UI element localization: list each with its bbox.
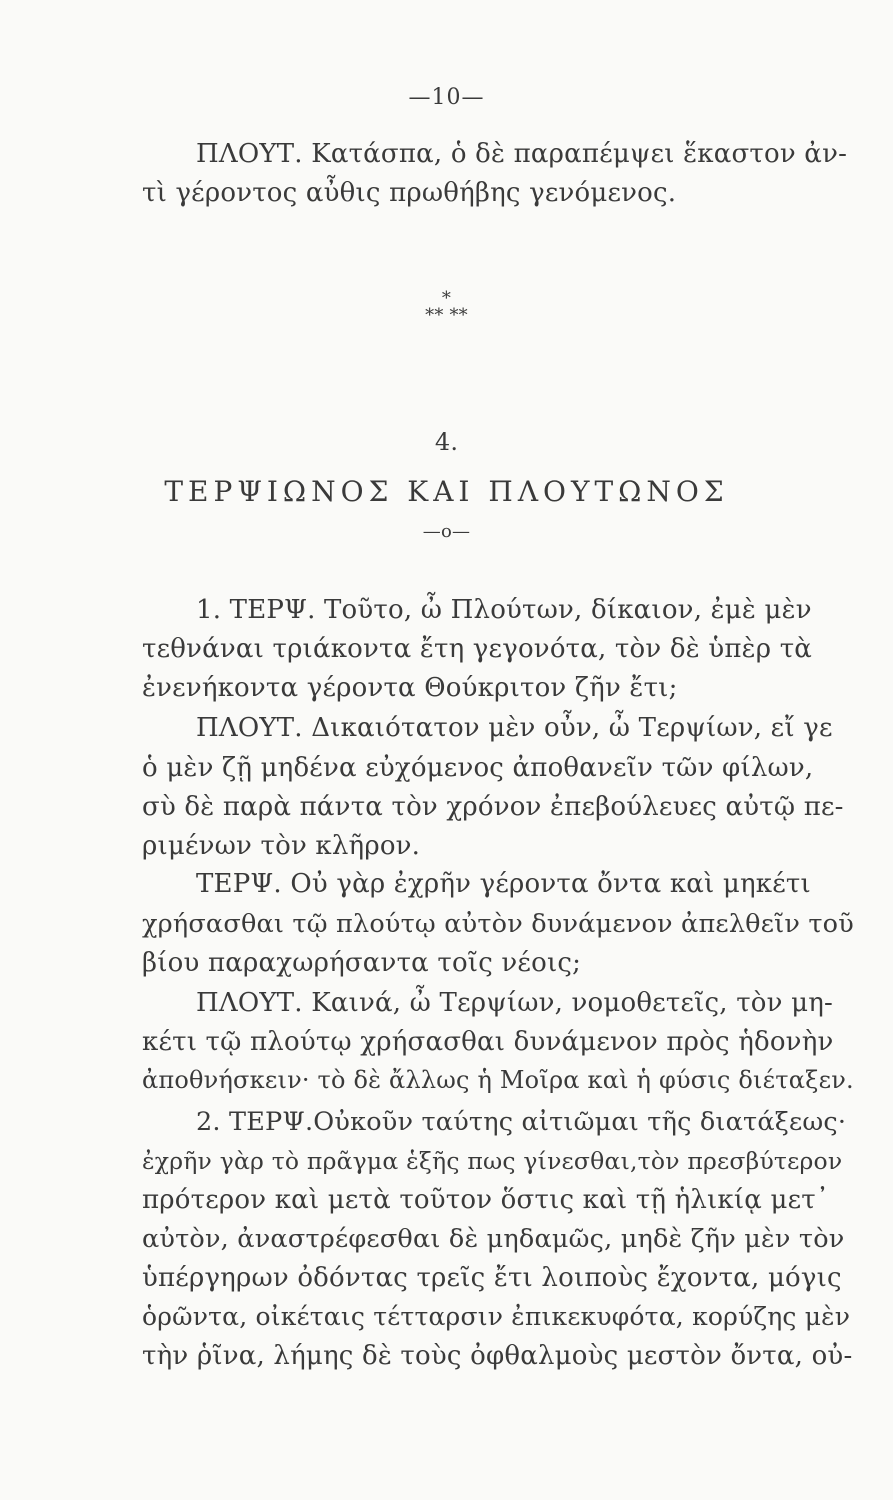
- text-line: πρότερον καὶ μετὰ τοῦτον ὅστις καὶ τῇ ἡλικίᾳ μετ᾽: [142, 1185, 830, 1215]
- text-line: ΠΛΟΥΤ. Καινά, ὦ Τερψίων, νομοθετεῖς, τὸν μη-: [196, 988, 833, 1018]
- text-line: ΠΛΟΥΤ. Δικαιότατον μὲν οὖν, ὦ Τερψίων, εἴ γε: [196, 713, 833, 743]
- text-line: βίου παραχωρήσαντα τοῖς νέοις;: [142, 948, 582, 978]
- asterism-bottom: ** **: [425, 305, 468, 326]
- page-number: —10—: [408, 85, 485, 110]
- text-line: αὐτὸν, ἀναστρέφεσθαι δὲ μηδαμῶς, μηδὲ ζῆν μὲν τὸν: [142, 1224, 845, 1254]
- text-line: 2. ΤΕΡΨ.Οὐκοῦν ταύτης αἰτιῶμαι τῆς διατάξεως·: [196, 1107, 847, 1137]
- text-line: χρήσασθαι τῷ πλούτῳ αὐτὸν δυνάμενον ἀπελθεῖν τοῦ: [142, 909, 854, 939]
- text-line: κέτι τῷ πλούτῳ χρήσασθαι δυνάμενον πρὸς ἡδονὴν: [142, 1027, 834, 1057]
- text-line: ΠΛΟΥΤ. Κατάσπα, ὁ δὲ παραπέμψει ἕκαστον ἀν-: [196, 139, 848, 169]
- text-line: ἐχρῆν γὰρ τὸ πρᾶγμα ἑξῆς πως γίνεσθαι,τὸν πρεσβύτερον: [142, 1147, 843, 1175]
- text-line: ὁ μὲν ζῇ μηδένα εὐχόμενος ἀποθανεῖν τῶν φίλων,: [142, 753, 814, 783]
- text-line: 1. ΤΕΡΨ. Τοῦτο, ὦ Πλούτων, δίκαιον, ἐμὲ μὲν: [196, 595, 812, 625]
- text-line: ΤΕΡΨ. Οὐ γὰρ ἐχρῆν γέροντα ὄντα καὶ μηκέτι: [196, 869, 811, 899]
- ornament: —ο—: [422, 521, 471, 542]
- text-line: ριμένων τὸν κλῆρον.: [142, 831, 421, 861]
- text-line: ἐνενήκοντα γέροντα Θούκριτον ζῆν ἔτι;: [142, 673, 678, 703]
- text-line: ὁρῶντα, οἰκέταις τέτταρσιν ἐπικεκυφότα, κορύζης μὲν: [142, 1302, 851, 1331]
- asterism-top: *: [441, 288, 452, 309]
- text-line: τὶ γέροντος αὖθις πρωθήβης γενόμενος.: [142, 178, 677, 208]
- text-line: ἀποθνήσκειν· τὸ δὲ ἄλλως ἡ Μοῖρα καὶ ἡ φύσις διέταξεν.: [142, 1066, 854, 1094]
- text-line: τὴν ῥῖνα, λήμης δὲ τοὺς ὀφθαλμοὺς μεστὸν ὄντα, οὐ-: [142, 1341, 853, 1371]
- section-number: 4.: [434, 428, 459, 456]
- section-title: ΤΕΡΨΙΩΝΟΣ ΚΑΙ ΠΛΟΥΤΩΝΟΣ: [164, 475, 729, 508]
- text-line: σὺ δὲ παρὰ πάντα τὸν χρόνον ἐπεβούλευες αὐτῷ πε-: [142, 792, 844, 822]
- text-line: τεθνάναι τριάκοντα ἔτη γεγονότα, τὸν δὲ ὑπὲρ τὰ: [142, 634, 813, 664]
- text-line: ὑπέργηρων ὀδόντας τρεῖς ἔτι λοιποὺς ἔχοντα, μόγις: [142, 1263, 842, 1293]
